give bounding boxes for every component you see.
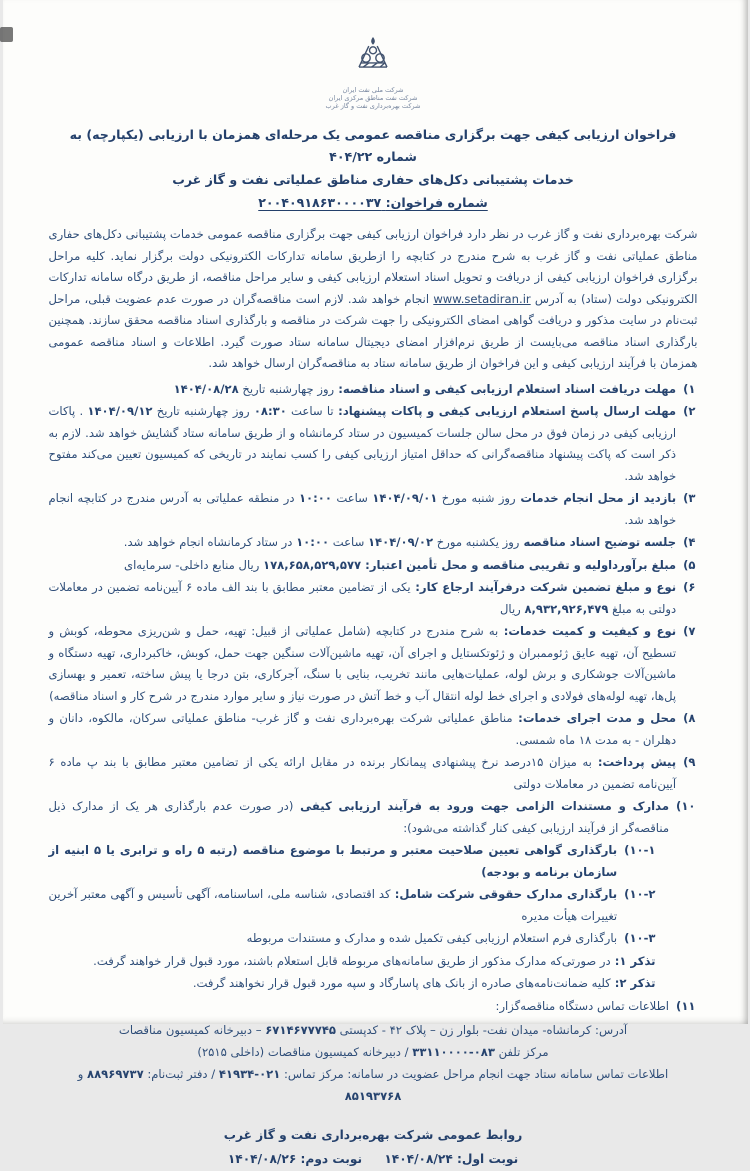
text-segment: در صورتی‌که مدارک مذکور از طریق سامانه‌های مربوطه قابل استعلام باشند، مورد قبول قرار خواهند گرفت. [93,953,611,968]
intro-paragraph [49,224,698,375]
item-text [49,532,677,554]
item-text [49,401,677,487]
item-text [49,577,677,620]
text-segment: مهلت دریافت اسناد استعلام ارزیابی کیفی و اسناد مناقصه: [334,381,677,396]
text-segment: مدارک و مستندات الزامی جهت ورود به فرآیند ارزیابی کیفی [293,799,670,813]
text-segment: ۶۷۱۴۶۷۷۷۴۵ [265,1023,336,1037]
item-required-documents [49,796,696,839]
text-segment: (در صورت عدم بارگذاری هر یک از مدارک ذیل مناقصه‌گر از فرآیند ارزیابی کیفی کنار گذاشته می‌شود): [48,799,670,835]
text-segment: بازدید از محل انجام خدمات [515,491,677,505]
text-segment: ۸۸۹۶۹۷۳۷ [87,1067,144,1081]
item-text [49,796,670,839]
contact-phone-line [49,1041,698,1063]
item-guarantee-amount [49,577,696,620]
item-number: ۱۰-۲) [624,887,656,901]
item-number: ۹) [683,755,696,769]
text-segment: ۱۷۸,۶۵۸,۵۲۹,۵۷۷ [263,557,362,572]
text-segment: روز چهارشنبه تاریخ [152,404,254,418]
contact-section [49,1019,698,1107]
item-number: ۵) [683,557,696,572]
text-segment: در ستاد کرمانشاه انجام خواهد شد. [123,535,297,549]
item-number: ۳) [683,491,696,505]
item-estimated-amount [49,555,696,577]
text-segment: جلسه توضیح اسناد مناقصه [519,535,677,549]
text-segment: پیش پرداخت: [591,755,677,769]
text-segment: ۱۴۰۴/۰۹/۰۲ [367,535,434,549]
text-segment: ۱۰:۰۰ [298,491,332,505]
item-location-duration [49,708,696,751]
item-text [49,928,618,950]
item-text [49,840,618,883]
org-line: شرکت ملی نفت ایران [342,86,404,94]
item-number: ۲) [683,404,696,418]
item-text [49,996,670,1018]
text-segment: ۰۸۳-۳۳۱۱۰۰۰۰ [412,1045,495,1059]
text-segment: و [77,1067,88,1081]
item-text [49,488,677,531]
text-segment: ۰۲۱-۴۱۹۳۴ [218,1067,281,1081]
text-segment: ریال منابع داخلی- سرمایه‌ای [124,557,263,572]
text-segment: ۱۴۰۴/۰۹/۱۲ [87,404,153,418]
org-hierarchy [49,86,698,110]
item-text [49,555,677,577]
note-2 [49,973,656,995]
item-number: ۸) [683,711,696,725]
notice-title-line2: خدمات پشتیبانی دکل‌های حفاری مناطق عملیاتی نفت و گاز غرب [172,172,574,187]
item-text [49,973,656,995]
item-site-visit [49,488,696,531]
text-segment: نوع و مبلغ تضمین شرکت درفرآیند ارجاع کار: [410,580,677,594]
text-segment: در منطقه عملیاتی به آدرس مندرج در کتابچه انجام خواهد شد. [48,491,677,527]
item-number: ۷) [683,624,696,638]
notice-titles [49,124,698,214]
text-segment: . پاکات ارزیابی کیفی در زمان فوق در محل سالن جلسات کمیسیون در ستاد کرمانشاه و از طریق سامانه ستاد گشایش خواهد شد. لازم به ذکر است که پاکت پیشنهاد مناقصه‌گرانی که حداقل امتیاز ارزیابی کیفی را کسب نمایند در تاریخی که کمیسیون تعیین می‌کند مفتوح خواهد شد. [48,404,677,483]
item-number: ۶) [683,580,696,594]
org-line: شرکت نفت مناطق مرکزی ایران [328,94,418,102]
text-segment: روز شنبه مورخ [437,491,516,505]
item-number: ۱) [683,381,696,396]
text-segment: ۱۴۰۴/۰۹/۰۱ [372,491,438,505]
org-line: شرکت بهره‌برداری نفت و گاز غرب [325,102,421,110]
public-relations-signature: روابط عمومی شرکت بهره‌برداری نفت و گاز غرب [223,1128,523,1142]
text-segment: تذکر ۱: [610,953,656,968]
text-segment: ۱۴۰۴/۰۸/۲۸ [173,381,239,396]
text-segment: ۱۰:۰۰ [296,535,330,549]
text-segment: ۸,۹۳۲,۹۲۶,۴۷۹ [524,601,609,616]
text-segment: بارگذاری گواهی تعیین صلاحیت معتبر و مرتبط با موضوع مناقصه (رتبه ۵ راه و ترابری یا ۵ ابنیه از سازمان برنامه و بودجه) [48,843,618,879]
item-text [49,884,618,927]
text-segment: انجام خواهد شد. لازم است مناقصه‌گران در صورت عدم عضویت قبلی، مراحل ثبت‌نام در سایت مذکور و دریافت گواهی امضای الکترونیکی را جهت شرکت در مناقصه و بارگذاری اسناد مناقصه محقق سازند. همچنین بارگذاری اسناد مناقصه می‌بایست از طریق نرم‌افزار امضای دیجیتال سامانه ستاد صورت گیرد. اطلاعات و اسناد مناقصه عمومی همزمان با فرآیند ارزیابی کیفی و این فراخوان از طریق سامانه ستاد به مناقصه‌گران ارسال خواهد شد. [48,291,698,370]
notice-footer [49,1123,698,1171]
text-segment: روز چهارشنبه تاریخ [238,381,335,396]
text-segment: روز یکشنبه مورخ [433,535,520,549]
text-segment: شرکت بهره‌برداری نفت و گاز غرب در نظر دارد فراخوان ارزیابی کیفی جهت برگزاری مناقصه عمومی خدمات پشتیبانی دکل‌های حفاری مناطق عملیاتی نفت و گاز غرب به شرح مندرج در کتابچه را ازطریق سامانه تدارکات الکترونیکی دولت برگزار نماید. کلیه مراحل برگزاری فراخوان ارزیابی کیفی از دریافت و تحویل اسناد استعلام ارزیابی کیفی و سایر مراحل مناقصه، از طریق درگاه سامانه تدارکات الکترونیکی دولت (ستاد) به آدرس [48,227,698,306]
item-text [49,379,677,401]
item-text [49,951,656,973]
text-segment: آدرس: کرمانشاه- میدان نفت- بلوار زن – پلاک ۴۲ - کدپستی [336,1023,628,1037]
item-deadline-receive-docs [49,379,696,401]
text-segment: مناطق عملیاتی شرکت بهره‌برداری نفت و گاز غرب- مناطق عملیاتی سرکان، مالکوه، دانان و دهلران - به مدت ۱۸ ماه شمسی. [48,711,677,747]
call-number-label: شماره فراخوان: [385,195,488,210]
second-publication-date: نوبت دوم: ۱۴۰۴/۰۸/۲۶ [227,1152,363,1166]
notice-body [49,224,698,1107]
text-segment: اطلاعات تماس سامانه ستاد جهت انجام مراحل عضویت در سامانه: مرکز تماس: [280,1067,669,1081]
text-segment: اطلاعات تماس دستگاه مناقصه‌گزار: [495,998,670,1013]
numbered-items [49,379,698,1018]
text-segment: به میزان ۱۵درصد نرخ پیشنهادی پیمانکار برنده در مقابل ارائه یکی از تضامین معتبر مطابق با بند پ ماده ۶ آیین‌نامه تضمین در معاملات دولتی [48,755,677,791]
subitem-legal-documents [49,884,656,927]
setadiran-url: www.setadiran.ir [433,291,531,306]
notice-call-number [49,192,698,214]
note-1 [49,951,656,973]
text-segment: ۸۵۱۹۳۷۶۸ [344,1089,402,1103]
text-segment: تذکر ۲: [610,976,656,990]
text-segment: به شرح مندرج در کتابچه (شامل عملیاتی از قبیل: تهیه، حمل و شن‌ریزی محوطه، کوبش و تسطیح آن، تهیه عایق ژئوممبران و ژئوتکستایل و اجرای آن، تهیه ماشین‌آلات سنگین جهت حمل، کوبش، خاکبرداری، تهیه دستگاه و ماشین‌آلات جوشکاری و برش لوله، عملیات‌هایی مانند تخریب، بنایی با سنگ، آجرکاری، بتن درجا یا پیش ساخته، تعمیر و بهسازی پل‌ها، تهیه لوله‌های فولادی و اجرای خط لوله انتقال آب و خط آتش در صورت نیاز و سایر موارد مندرج در شرح کار و اسناد مناقصه) [48,624,677,703]
setad-support-line [49,1063,698,1107]
item-number: ۴) [683,535,696,549]
text-segment: مهلت ارسال پاسخ استعلام ارزیابی کیفی و پاکات پیشنهاد: [333,404,677,418]
item-deadline-submit-response [49,401,696,487]
item-service-scope [49,621,696,707]
text-segment: یکی از تضامین معتبر مطابق با بند الف ماده ۶ آیین‌نامه تضمین در معاملات دولتی به مبلغ [48,580,677,616]
text-segment: نوع و کیفیت و کمیت خدمات: [498,624,677,638]
text-segment: کلیه ضمانت‌نامه‌های صادره از بانک های پاسارگاد و سپه مورد قبول قرار نخواهند گرفت. [192,976,611,990]
item-text [49,708,677,751]
publication-dates [49,1147,698,1171]
subitem-evaluation-form [49,928,656,950]
scan-artifact [0,27,13,42]
text-segment: مرکز تلفن [494,1045,549,1059]
text-segment: بارگذاری مدارک حقوقی شرکت شامل: [390,887,618,901]
item-number: ۱۱) [676,998,696,1013]
item-text [49,752,677,795]
item-clarification-meeting [49,532,696,554]
item-number: ۱۰-۱) [624,843,656,857]
text-segment: محل و مدت اجرای خدمات: [512,711,677,725]
text-segment: مبلغ برآورداولیه و تقریبی مناقصه و محل تأمین اعتبار: [361,557,677,572]
text-segment: / دفتر ثبت‌نام: [143,1067,219,1081]
text-segment: / دبیرخانه کمیسیون مناقصات (داخلی ۲۵۱۵) [197,1045,413,1059]
item-text [49,621,677,707]
notice-title-line1: فراخوان ارزیابی کیفی جهت برگزاری مناقصه عمومی یک مرحله‌ای همزمان با ارزیابی (یکپارچه) به شماره ۴۰۴/۲۲ [69,127,677,164]
item-contact-info [49,996,696,1018]
item-number: ۱۰-۳) [624,931,656,945]
subitem-qualification-certificate [49,840,656,883]
nioc-logo-icon [352,36,394,80]
text-segment: بارگذاری فرم استعلام ارزیابی کیفی تکمیل شده و مدارک و مستندات مربوطه [246,931,618,945]
text-segment: – دبیرخانه کمیسیون مناقصات [118,1023,266,1037]
text-segment: ساعت [331,491,373,505]
text-segment: تا ساعت [286,404,334,418]
text-segment: ریال [499,601,525,616]
first-publication-date: نوبت اول: ۱۴۰۴/۰۸/۲۴ [384,1152,519,1166]
item-advance-payment [49,752,696,795]
scanned-tender-notice-page [3,0,748,1166]
text-segment: کد اقتصادی، شناسه ملی، اساسنامه، آگهی تأسیس و آگهی معتبر آخرین تغییرات هیأت مدیره [48,887,618,923]
letterhead [49,36,698,110]
item-number: ۱۰) [676,799,696,813]
text-segment: ساعت [329,535,368,549]
text-segment: ۰۸:۳۰ [253,404,287,418]
contact-address-line [49,1019,698,1041]
call-number-value: ۲۰۰۴۰۹۱۸۶۳۰۰۰۰۳۷ [258,195,382,210]
